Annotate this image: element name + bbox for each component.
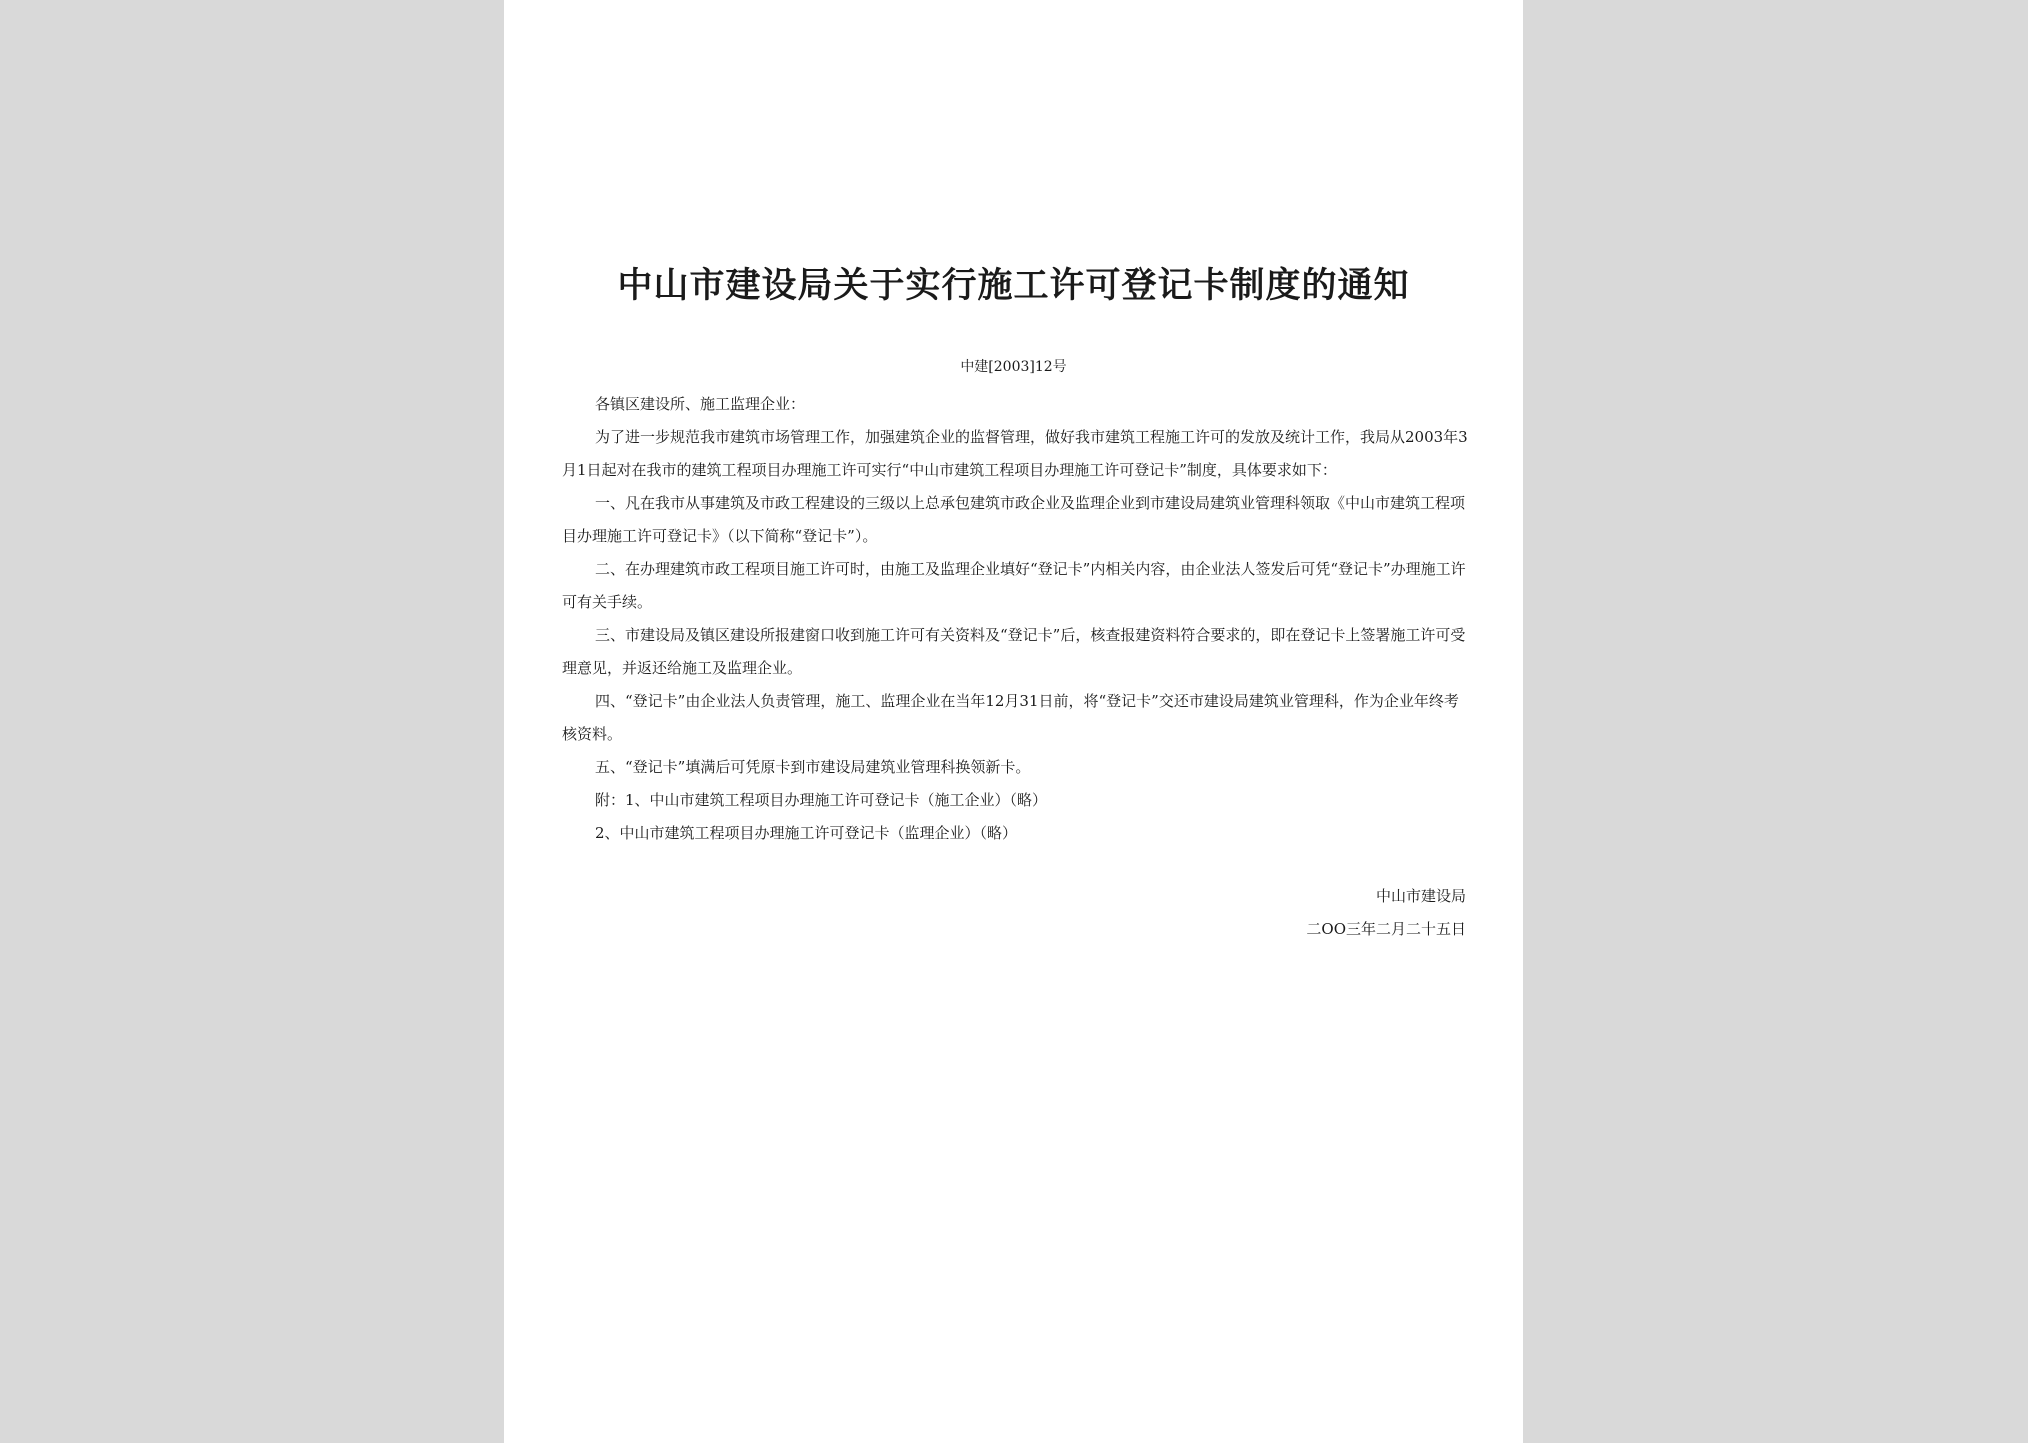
document-body	[562, 388, 1468, 850]
attachment-1: 附：1、中山市建筑工程项目办理施工许可登记卡（施工企业）（略）	[595, 791, 1048, 809]
document-number: 中建[2003]12号	[960, 359, 1067, 375]
issuer-name: 中山市建设局	[1375, 887, 1466, 905]
document-page	[504, 0, 1523, 1443]
signature-block	[1306, 880, 1466, 946]
paragraph-item-5: 五、“登记卡”填满后可凭原卡到市建设局建筑业管理科换领新卡。	[595, 758, 1031, 776]
paragraph-item-4: 四、“登记卡”由企业法人负责管理，施工、监理企业在当年12月31日前，将“登记卡”交还市建设局建筑业管理科，作为企业年终考核资料。	[562, 692, 1459, 743]
paragraph-item-1: 一、凡在我市从事建筑及市政工程建设的三级以上总承包建筑市政企业及监理企业到市建设局建筑业管理科领取《中山市建筑工程项目办理施工许可登记卡》（以下简称“登记卡”）。	[562, 494, 1466, 545]
paragraph-intro: 为了进一步规范我市建筑市场管理工作，加强建筑企业的监督管理，做好我市建筑工程施工许可的发放及统计工作，我局从2003年3月1日起对在我市的建筑工程项目办理施工许可实行“中山市建筑工程项目办理施工许可登记卡”制度，具体要求如下：	[562, 428, 1468, 479]
salutation: 各镇区建设所、施工监理企业：	[595, 395, 806, 413]
issue-date: 二OO三年二月二十五日	[1306, 920, 1466, 938]
document-title: 中山市建设局关于实行施工许可登记卡制度的通知	[617, 265, 1410, 306]
paragraph-item-2: 二、在办理建筑市政工程项目施工许可时，由施工及监理企业填好“登记卡”内相关内容，由企业法人签发后可凭“登记卡”办理施工许可有关手续。	[562, 560, 1466, 611]
attachment-2: 2、中山市建筑工程项目办理施工许可登记卡（监理企业）（略）	[595, 824, 1018, 842]
paragraph-item-3: 三、市建设局及镇区建设所报建窗口收到施工许可有关资料及“登记卡”后，核查报建资料符合要求的，即在登记卡上签署施工许可受理意见，并返还给施工及监理企业。	[562, 626, 1466, 677]
